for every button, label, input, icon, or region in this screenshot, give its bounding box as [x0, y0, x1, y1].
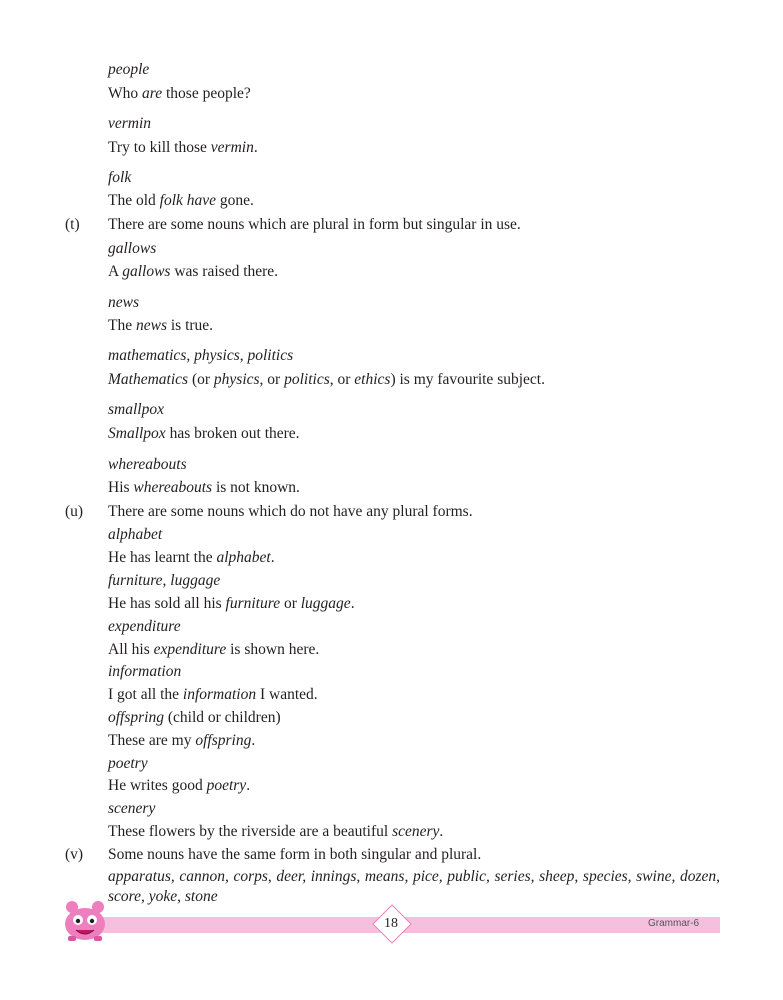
example-sentence: Who are those people?	[108, 85, 251, 102]
example-sentence: He has sold all his furniture or luggage.	[108, 595, 355, 612]
example-sentence: Smallpox has broken out there.	[108, 425, 300, 442]
example-sentence: Mathematics (or physics, or politics, or ethics) is my favourite subject.	[108, 371, 545, 388]
example-sentence: These are my offspring.	[108, 732, 256, 749]
section-marker-u: (u)	[65, 503, 84, 520]
example-word: whereabouts	[108, 456, 187, 473]
example-sentence: He has learnt the alphabet.	[108, 549, 275, 566]
example-sentence: He writes good poetry.	[108, 777, 251, 794]
section-marker-t: (t)	[65, 216, 80, 233]
example-word: news	[108, 294, 139, 311]
example-sentence: All his expenditure is shown here.	[108, 641, 320, 658]
example-sentence: His whereabouts is not known.	[108, 479, 300, 496]
page-number: 18	[384, 916, 398, 931]
example-word: scenery	[108, 800, 156, 817]
example-word: information	[108, 663, 182, 680]
example-sentence: These flowers by the riverside are a beautiful scenery.	[108, 823, 444, 840]
monster-mascot-icon	[60, 896, 110, 942]
example-word: gallows	[108, 240, 157, 257]
example-word: expenditure	[108, 618, 181, 635]
example-word: smallpox	[108, 401, 164, 418]
example-word-list: apparatus, cannon, corps, deer, innings, means, pice, public, series, sheep, species, swine, dozen, score, yoke, stone	[108, 868, 720, 905]
example-word: people	[108, 61, 150, 78]
book-label: Grammar-6	[648, 918, 700, 929]
example-sentence: I got all the information I wanted.	[108, 686, 318, 703]
example-sentence: Try to kill those vermin.	[108, 139, 258, 156]
example-word: offspring (child or children)	[108, 709, 281, 726]
example-sentence: A gallows was raised there.	[108, 263, 279, 280]
example-sentence: The news is true.	[108, 317, 214, 334]
example-word: alphabet	[108, 526, 163, 543]
example-word: poetry	[108, 755, 148, 772]
example-word: mathematics, physics, politics	[108, 347, 294, 364]
rule-text: Some nouns have the same form in both singular and plural.	[108, 846, 482, 863]
example-sentence: The old folk have gone.	[108, 192, 254, 209]
section-marker-v: (v)	[65, 846, 84, 863]
example-word: vermin	[108, 115, 152, 132]
example-word: furniture, luggage	[108, 572, 221, 589]
example-word: folk	[108, 169, 132, 186]
rule-text: There are some nouns which are plural in form but singular in use.	[108, 216, 521, 233]
rule-text: There are some nouns which do not have any plural forms.	[108, 503, 473, 520]
